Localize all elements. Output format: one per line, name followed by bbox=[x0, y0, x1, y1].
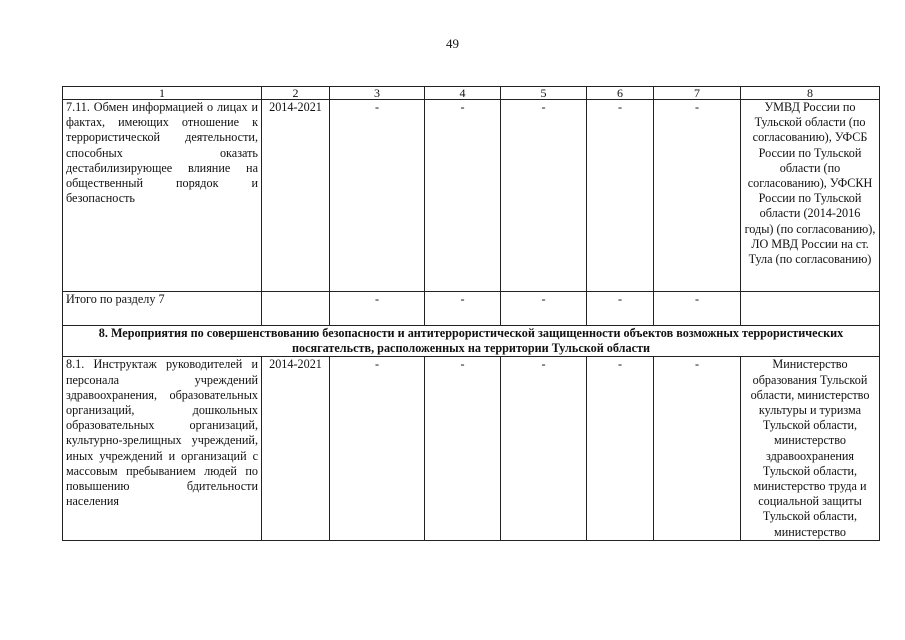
value-cell: - bbox=[654, 100, 741, 292]
period-cell bbox=[262, 292, 330, 326]
executors-cell: Министерство образования Тульской области, министерство культуры и туризма Тульской области, министерство здравоохранения Тульской области, министерство труда и социальной защиты Тульской области, министерство bbox=[741, 357, 880, 540]
column-header: 2 bbox=[262, 87, 330, 100]
value-cell: - bbox=[587, 100, 654, 292]
value-cell: - bbox=[654, 292, 741, 326]
executors-cell: УМВД России по Тульской области (по согласованию), УФСБ России по Тульской области (по согласованию), УФСКН России по Тульской области (2014-2016 годы) (по согласованию), ЛО МВД России на ст. Тула (по согласованию) bbox=[741, 100, 880, 292]
table-row bbox=[63, 357, 880, 540]
column-header: 4 bbox=[425, 87, 501, 100]
column-header: 8 bbox=[741, 87, 880, 100]
column-header: 7 bbox=[654, 87, 741, 100]
executors-cell bbox=[741, 292, 880, 326]
section-heading: 8. Мероприятия по совершенствованию безопасности и антитеррористической защищенности объектов возможных террористических посягательств, расположенных на территории Тульской области bbox=[63, 326, 880, 357]
column-header: 3 bbox=[330, 87, 425, 100]
value-cell: - bbox=[330, 100, 425, 292]
value-cell: - bbox=[330, 357, 425, 540]
page-number: 49 bbox=[446, 36, 459, 51]
section-total-row bbox=[63, 292, 880, 326]
value-cell: - bbox=[501, 357, 587, 540]
total-label-cell: Итого по разделу 7 bbox=[63, 292, 262, 326]
value-cell: - bbox=[587, 292, 654, 326]
activity-name-cell: 8.1. Инструктаж руководителей и персонала учреждений здравоохранения, образовательных организаций, дошкольных образовательных организаций, культурно-зрелищных учреждений, иных учреждений и организаций с массовым пребыванием людей по повышению бдительности населения bbox=[63, 357, 262, 540]
value-cell: - bbox=[501, 292, 587, 326]
column-number-header-row bbox=[63, 87, 880, 100]
column-header: 1 bbox=[63, 87, 262, 100]
program-activities-table bbox=[62, 86, 880, 541]
value-cell: - bbox=[501, 100, 587, 292]
activity-name-cell: 7.11. Обмен информацией о лицах и фактах, имеющих отношение к террористической деятельности, способных оказать дестабилизирующее влияние на общественный порядок и безопасность bbox=[63, 100, 262, 292]
period-cell: 2014-2021 bbox=[262, 100, 330, 292]
value-cell: - bbox=[425, 357, 501, 540]
value-cell: - bbox=[587, 357, 654, 540]
value-cell: - bbox=[425, 100, 501, 292]
value-cell: - bbox=[330, 292, 425, 326]
value-cell: - bbox=[425, 292, 501, 326]
column-header: 6 bbox=[587, 87, 654, 100]
period-cell: 2014-2021 bbox=[262, 357, 330, 540]
table-row bbox=[63, 100, 880, 292]
value-cell: - bbox=[654, 357, 741, 540]
section-heading-row bbox=[63, 326, 880, 357]
column-header: 5 bbox=[501, 87, 587, 100]
